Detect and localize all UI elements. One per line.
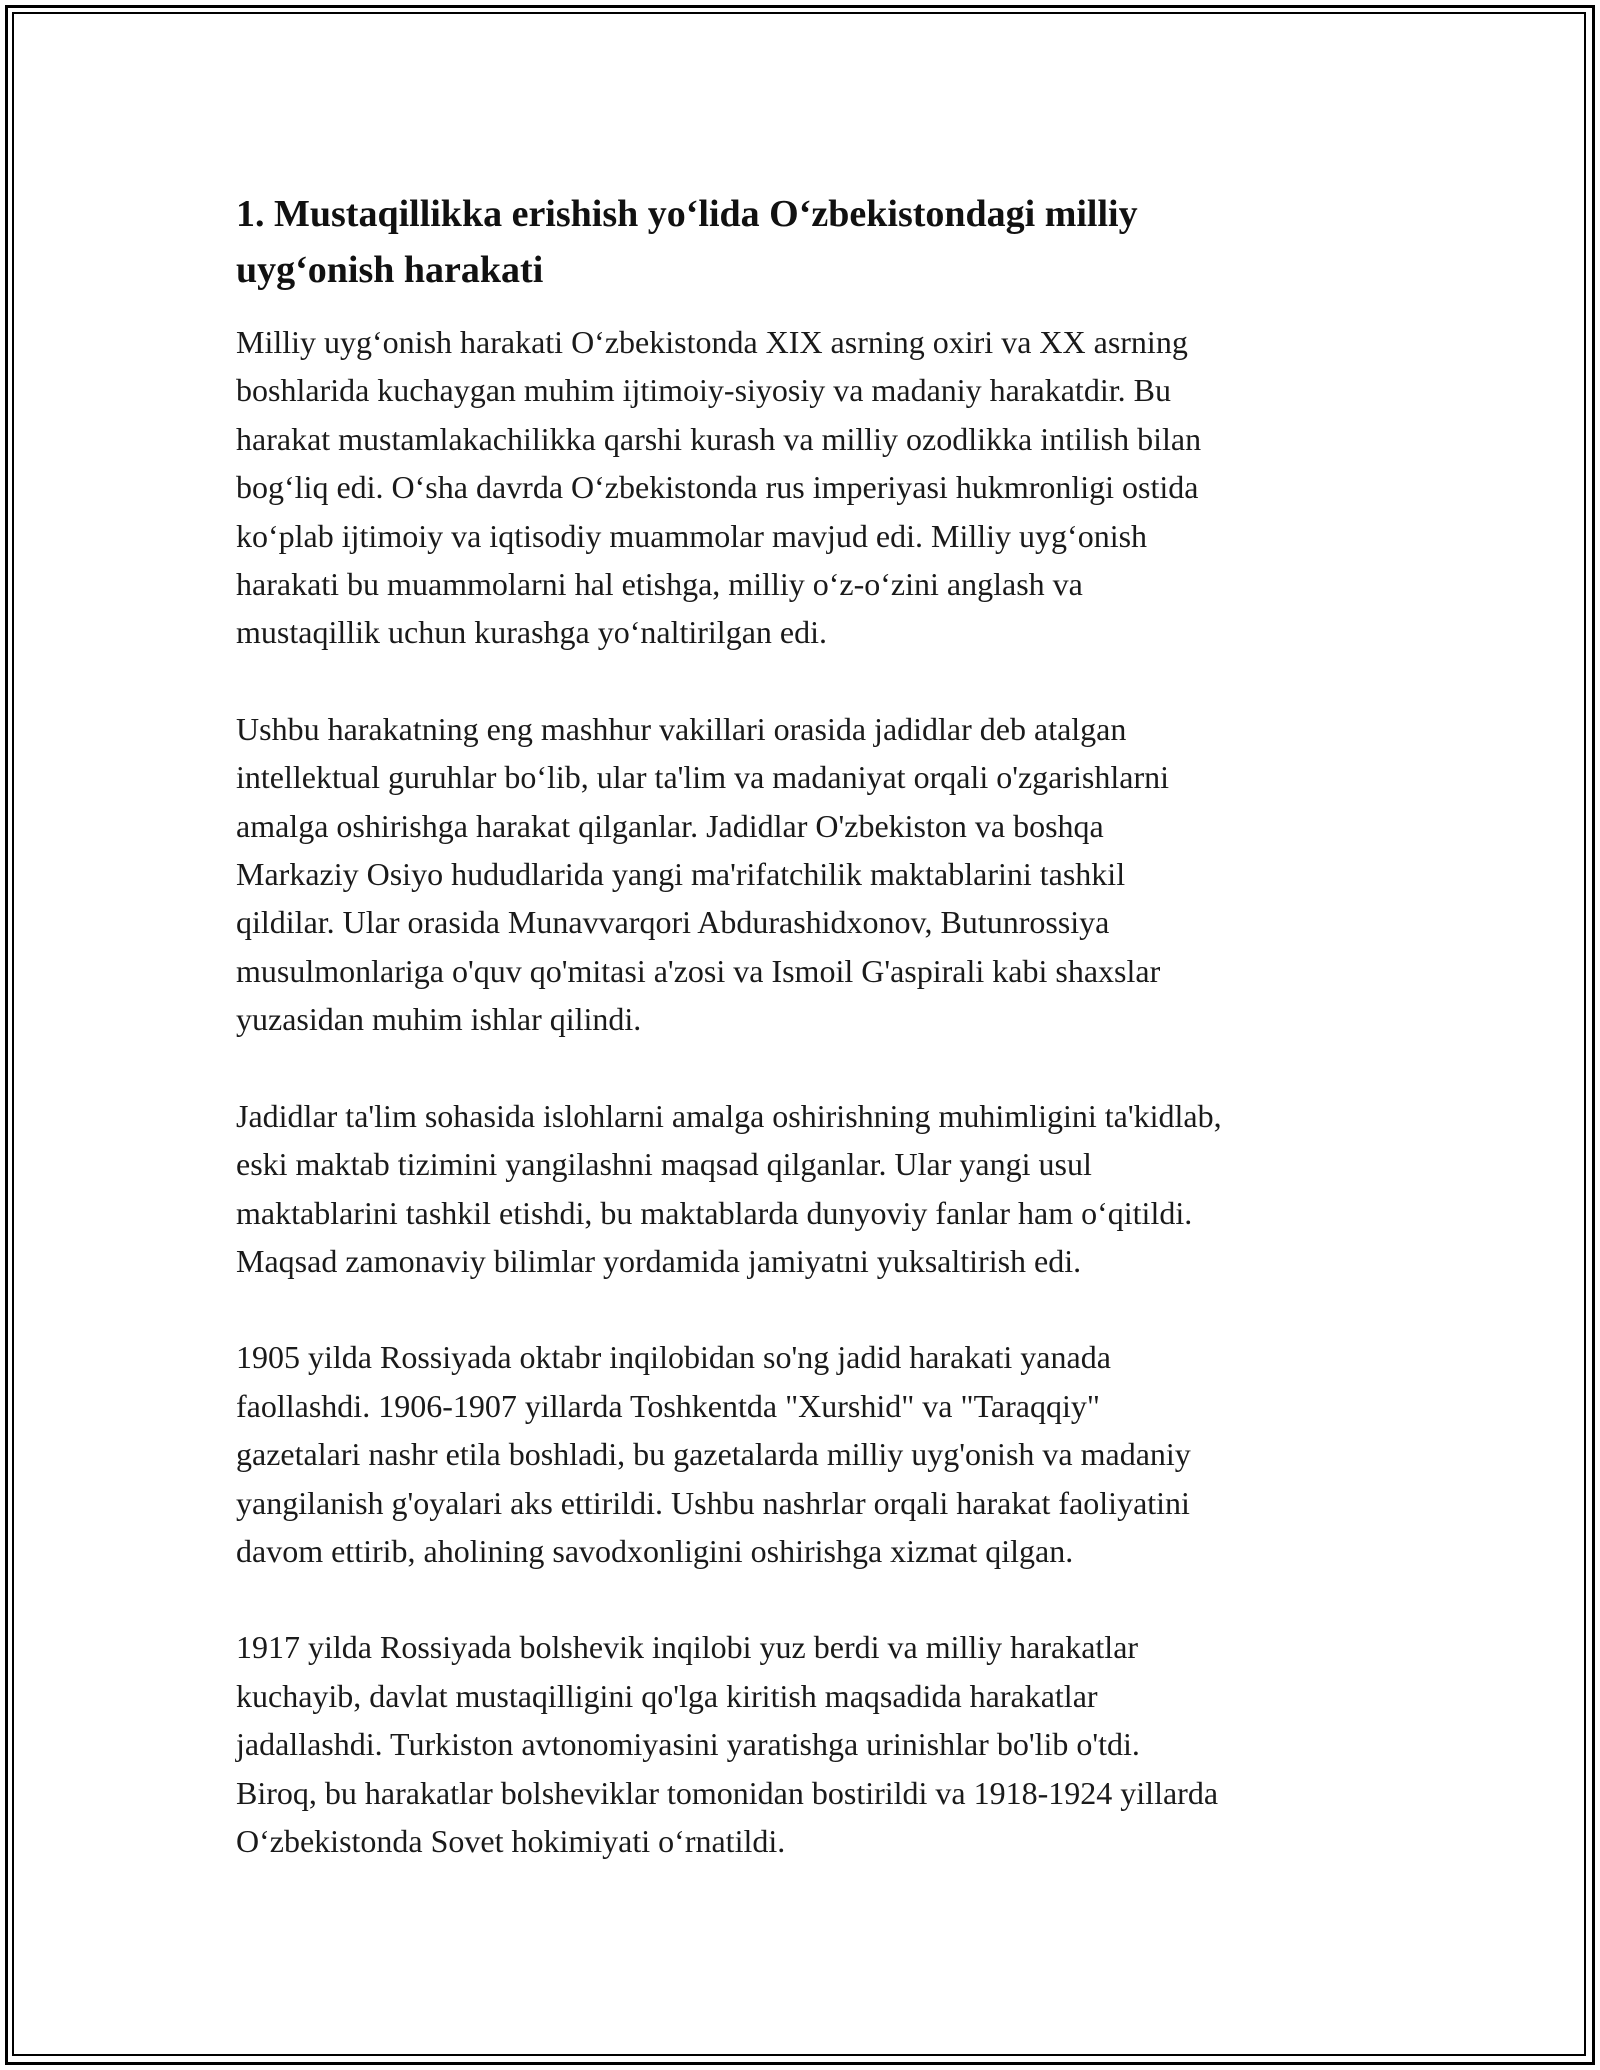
heading-line: uyg‘onish harakati (236, 249, 544, 291)
text-line: Biroq, bu harakatlar bolsheviklar tomonidan bostirildi va 1918-1924 yillarda (236, 1774, 1219, 1811)
text-line: Markaziy Osiyo hududlarida yangi ma'rifatchilik maktablarini tashkil (236, 856, 1126, 893)
text-line: eski maktab tizimini yangilashni maqsad qilganlar. Ular yangi usul (236, 1146, 1092, 1183)
text-line: boshlarida kuchaygan muhim ijtimoiy-siyosiy va madaniy harakatdir. Bu (236, 372, 1171, 409)
text-line: maktablarini tashkil etishdi, bu maktablarda dunyoviy fanlar ham o‘qitildi. (236, 1194, 1193, 1231)
text-line: intellektual guruhlar bo‘lib, ular ta'lim va madaniyat orqali o'zgarishlarni (236, 759, 1170, 796)
text-line: musulmonlariga o'quv qo'mitasi a'zosi va Ismoil G'aspirali kabi shaxslar (236, 952, 1161, 989)
document-body (236, 186, 1416, 1913)
paragraph-5 (236, 1623, 1416, 1865)
text-line: qildilar. Ular orasida Munavvarqori Abdurashidxonov, Butunrossiya (236, 904, 1110, 941)
paragraph-3 (236, 1092, 1416, 1286)
text-line: jadallashdi. Turkiston avtonomiyasini yaratishga urinishlar bo'lib o'tdi. (236, 1726, 1140, 1763)
paragraph-1 (236, 318, 1416, 657)
text-line: Maqsad zamonaviy bilimlar yordamida jamiyatni yuksaltirish edi. (236, 1242, 1082, 1279)
text-line: kuchayib, davlat mustaqilligini qo'lga kiritish maqsadida harakatlar (236, 1677, 1098, 1714)
text-line: 1917 yilda Rossiyada bolshevik inqilobi yuz berdi va milliy harakatlar (236, 1629, 1139, 1666)
text-line: amalga oshirishga harakat qilganlar. Jadidlar O'zbekiston va boshqa (236, 807, 1104, 844)
heading-line: 1. Mustaqillikka erishish yo‘lida O‘zbekistondagi milliy (236, 193, 1138, 235)
text-line: mustaqillik uchun kurashga yo‘naltirilgan edi. (236, 614, 827, 651)
text-line: Ushbu harakatning eng mashhur vakillari orasida jadidlar deb atalgan (236, 710, 1127, 747)
text-line: harakati bu muammolarni hal etishga, milliy o‘z-o‘zini anglash va (236, 566, 1083, 603)
paragraph-2 (236, 705, 1416, 1044)
text-line: Milliy uyg‘onish harakati O‘zbekistonda XIX asrning oxiri va XX asrning (236, 324, 1188, 360)
text-line: O‘zbekistonda Sovet hokimiyati o‘rnatildi. (236, 1822, 786, 1859)
text-line: bog‘liq edi. O‘sha davrda O‘zbekistonda rus imperiyasi hukmronligi ostida (236, 469, 1199, 506)
text-line: ko‘plab ijtimoiy va iqtisodiy muammolar mavjud edi. Milliy uyg‘onish (236, 517, 1148, 554)
text-line: 1905 yilda Rossiyada oktabr inqilobidan so'ng jadid harakati yanada (236, 1339, 1111, 1376)
text-line: davom ettirib, aholining savodxonligini oshirishga xizmat qilgan. (236, 1532, 1074, 1569)
paragraph-4 (236, 1333, 1416, 1575)
text-line: Jadidlar ta'lim sohasida islohlarni amalga oshirishning muhimligini ta'kidlab, (236, 1097, 1222, 1134)
text-line: yangilanish g'oyalari aks ettirildi. Ushbu nashrlar orqali harakat faoliyatini (236, 1484, 1190, 1521)
text-line: harakat mustamlakachilikka qarshi kurash va milliy ozodlikka intilish bilan (236, 420, 1202, 457)
section-heading (236, 186, 1416, 298)
text-line: faollashdi. 1906-1907 yillarda Toshkentda "Xurshid" va "Taraqqiy" (236, 1387, 1100, 1424)
text-line: yuzasidan muhim ishlar qilindi. (236, 1001, 642, 1038)
text-line: gazetalari nashr etila boshladi, bu gazetalarda milliy uyg'onish va madaniy (236, 1436, 1191, 1473)
